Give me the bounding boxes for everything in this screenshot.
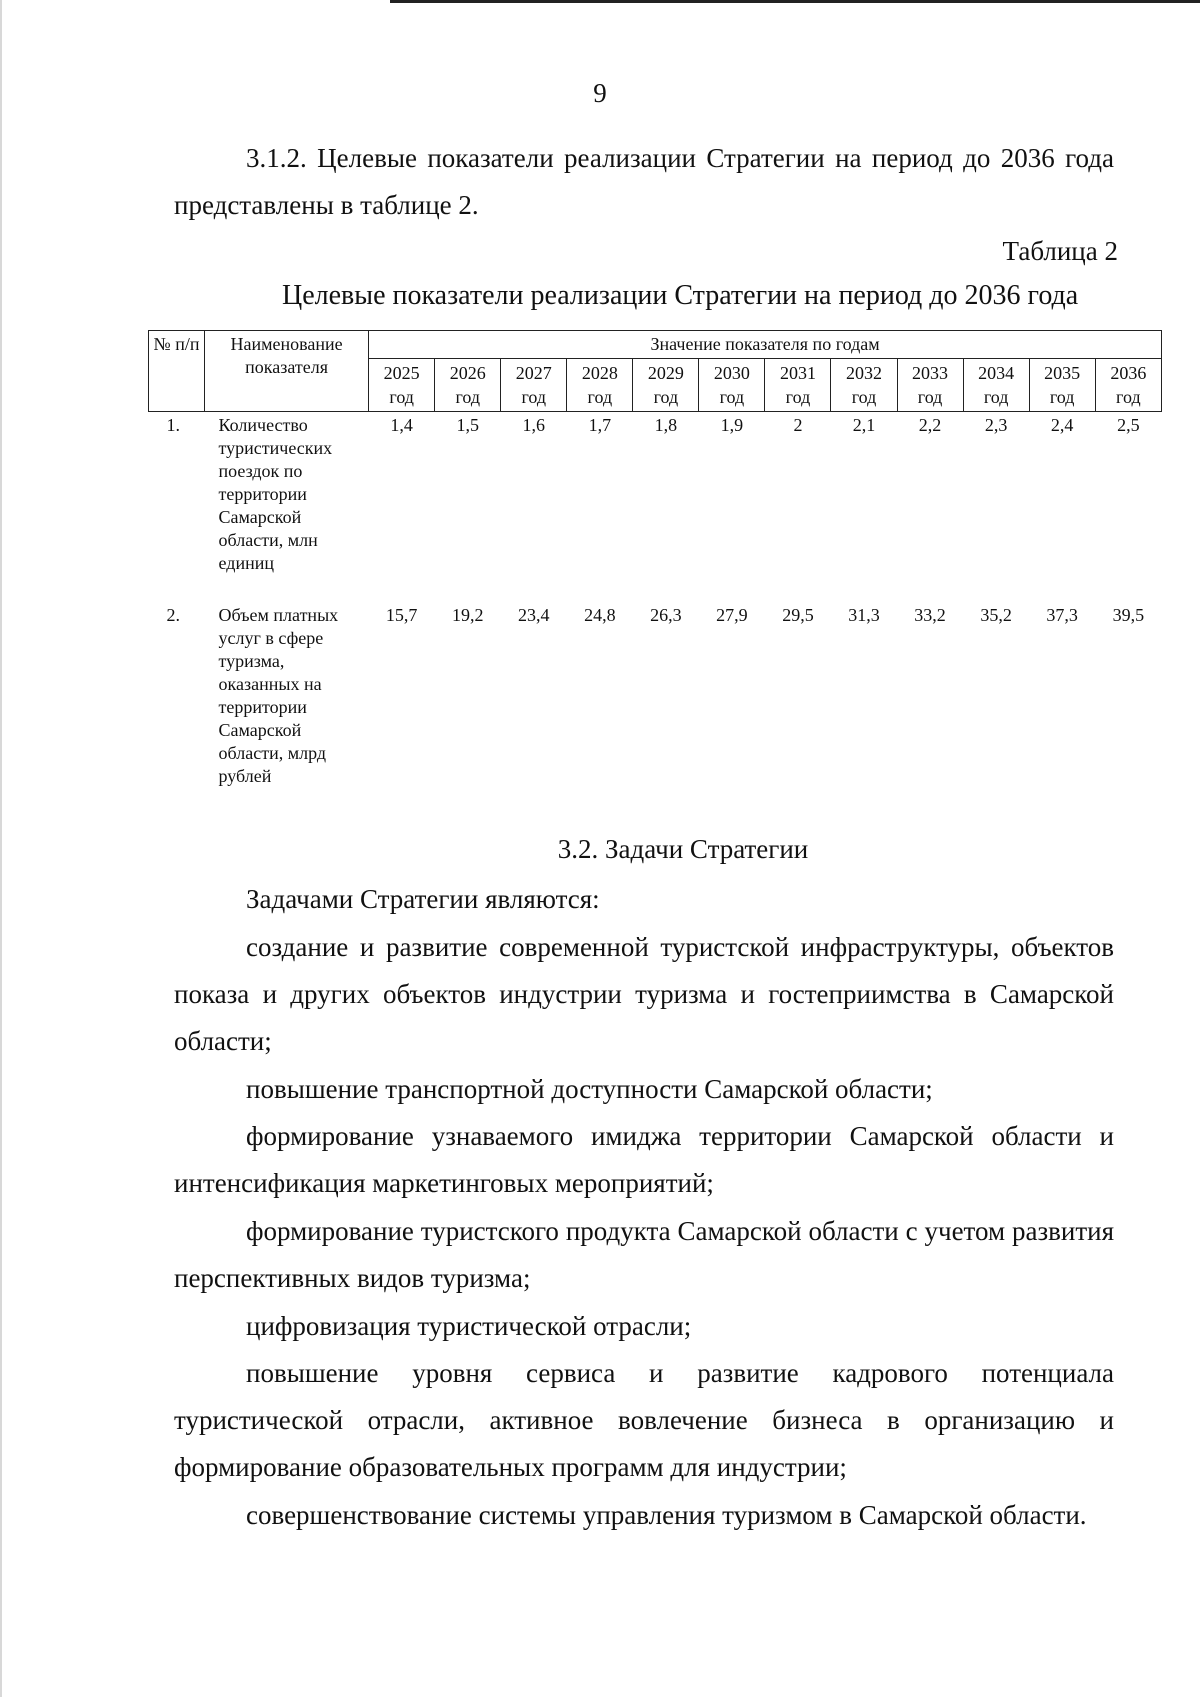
- row-value: 2,1: [852, 415, 876, 435]
- header-year: 2031 год: [765, 359, 831, 412]
- task-item: повышение уровня сервиса и развитие кадрового потенциала туристической отрасли, активное вовлечение бизнеса в организацию и формирование образовательных программ для индустрии;: [174, 1358, 1114, 1482]
- row-value: 2,4: [1050, 415, 1074, 435]
- row-value: 2,2: [918, 415, 942, 435]
- row-value: 19,2: [451, 604, 484, 625]
- row-value: 1,5: [456, 415, 479, 435]
- row-value: 23,4: [518, 604, 550, 625]
- task-item: формирование туристского продукта Самарской области с учетом развития перспективных видов туризма;: [174, 1216, 1114, 1293]
- row-value: 31,3: [848, 604, 880, 625]
- row-value: 2,3: [984, 415, 1008, 435]
- row-value: 33,2: [914, 604, 946, 625]
- page-number: 9: [593, 78, 607, 108]
- row-value: 15,7: [385, 604, 418, 625]
- header-year: 2035 год: [1029, 359, 1095, 412]
- row-indicator-name: Количество туристических поездок по территории Самарской области, млн единиц: [218, 415, 333, 573]
- header-year: 2033 год: [897, 359, 963, 412]
- row-value: 26,3: [650, 604, 682, 625]
- task-item: цифровизация туристической отрасли;: [246, 1311, 692, 1341]
- task-item: повышение транспортной доступности Самарской области;: [246, 1074, 933, 1104]
- header-year: 2028 год: [567, 359, 633, 412]
- section-heading: 3.2. Задачи Стратегии: [557, 834, 809, 864]
- row-num: 2.: [166, 604, 180, 625]
- header-year: 2034 год: [963, 359, 1029, 412]
- row-value: 24,8: [584, 604, 616, 625]
- row-num: 1.: [166, 415, 180, 435]
- row-value: 29,5: [782, 604, 814, 625]
- table-label: Таблица 2: [1002, 236, 1118, 266]
- task-item: формирование узнаваемого имиджа территории Самарской области и интенсификация маркетинговых мероприятий;: [174, 1121, 1114, 1198]
- task-item: создание и развитие современной туристской инфраструктуры, объектов показа и других объектов индустрии туризма и гостеприимства в Самарской области;: [174, 932, 1114, 1056]
- row-value: 1,8: [654, 415, 678, 435]
- row-value: 2,5: [1117, 415, 1140, 435]
- task-item: совершенствование системы управления туризмом в Самарской области.: [246, 1500, 1087, 1530]
- table-row: [149, 412, 1162, 602]
- tasks-intro: Задачами Стратегии являются:: [246, 884, 600, 914]
- row-value: 2: [793, 415, 803, 435]
- top-border-line: [390, 0, 1200, 3]
- header-year: 2025 год: [369, 359, 435, 412]
- row-value: 35,2: [980, 604, 1012, 625]
- header-year: 2030 год: [699, 359, 765, 412]
- header-year: 2029 год: [633, 359, 699, 412]
- row-value: 27,9: [716, 604, 748, 625]
- row-value: 1,7: [588, 415, 612, 435]
- header-year: 2032 год: [831, 359, 897, 412]
- header-year: 2026 год: [435, 359, 501, 412]
- header-year: 2036 год: [1095, 359, 1161, 412]
- table-row: [149, 602, 1162, 790]
- header-num: № п/п: [149, 331, 205, 412]
- header-name: Наименование показателя: [205, 331, 369, 412]
- row-value: 39,5: [1112, 604, 1145, 625]
- row-value: 1,4: [390, 415, 413, 435]
- indicators-table: [148, 330, 1162, 790]
- row-value: 1,9: [720, 415, 744, 435]
- header-values-by-year: Значение показателя по годам: [369, 331, 1162, 359]
- header-year: 2027 год: [501, 359, 567, 412]
- table-title: Целевые показатели реализации Стратегии на период до 2036 года: [282, 280, 1079, 311]
- row-value: 1,6: [522, 415, 546, 435]
- row-value: 37,3: [1046, 604, 1078, 625]
- row-indicator-name: Объем платных услуг в сфере туризма, оказанных на территории Самарской области, млрд рублей: [218, 604, 339, 786]
- intro-paragraph: 3.1.2. Целевые показатели реализации Стратегии на период до 2036 года представлены в таблице 2.: [174, 143, 1114, 220]
